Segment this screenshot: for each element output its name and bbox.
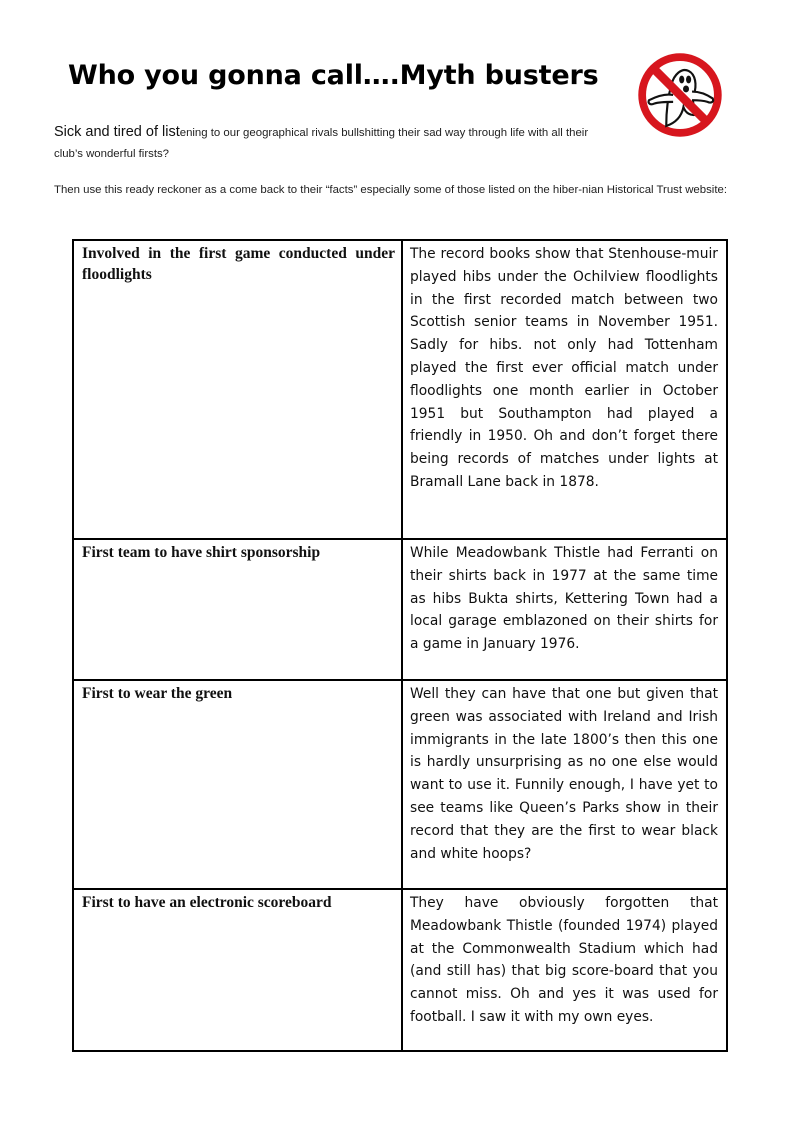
myth-response: While Meadowbank Thistle had Ferranti on their shirts back in 1977 at the same time as hibs Bukta shirts, Kettering Town had a local garage emblazoned on their shirts for a game in January 1976. [402,539,727,680]
myth-response: Well they can have that one but given that green was associated with Ireland and Irish immigrants in the late 1800’s then this one is hardly unsurprising as no one else would want to use it. Funnily enough, I have yet to see teams like Queen’s Parks show in their record that they are the first to wear black and white hoops? [402,680,727,889]
page-title: Who you gonna call….Myth busters [68,60,599,91]
intro-lead-rest: ening to our geographical rivals bullshitting their sad way through life with all their club’s wonderful firsts? [54,127,589,160]
myth-claim: First to have an electronic scoreboard [73,889,402,1051]
myth-busters-table [72,239,728,1052]
table-row [73,680,727,889]
intro-paragraph-1 [54,122,614,165]
table-row [73,889,727,1051]
table-row [73,539,727,680]
intro-paragraph-2: Then use this ready reckoner as a come back to their “facts” especially some of those listed on the hiber-nian Historical Trust website: [54,184,727,196]
intro-lead-large: Sick and tired of list [54,124,180,140]
myth-claim: First to wear the green [73,680,402,889]
myth-claim: First team to have shirt sponsorship [73,539,402,680]
table-row [73,240,727,539]
myth-claim: Involved in the first game conducted under floodlights [73,240,402,539]
myth-response: The record books show that Stenhouse-muir played hibs under the Ochilview floodlights in the first recorded match between two Scottish senior teams in November 1951. Sadly for hibs. not only had Tottenham played the first ever official match under floodlights one month earlier in October 1951 but Southampton had played a friendly in 1950. Oh and don’t forget there being records of matches under lights at Bramall Lane back in 1878. [402,240,727,539]
myth-response: They have obviously forgotten that Meadowbank Thistle (founded 1974) played at the Commonwealth Stadium which had (and still has) that big score-board that you cannot miss. Oh and yes it was used for football. I saw it with my own eyes. [402,889,727,1051]
ghostbusters-logo-icon [637,52,723,138]
